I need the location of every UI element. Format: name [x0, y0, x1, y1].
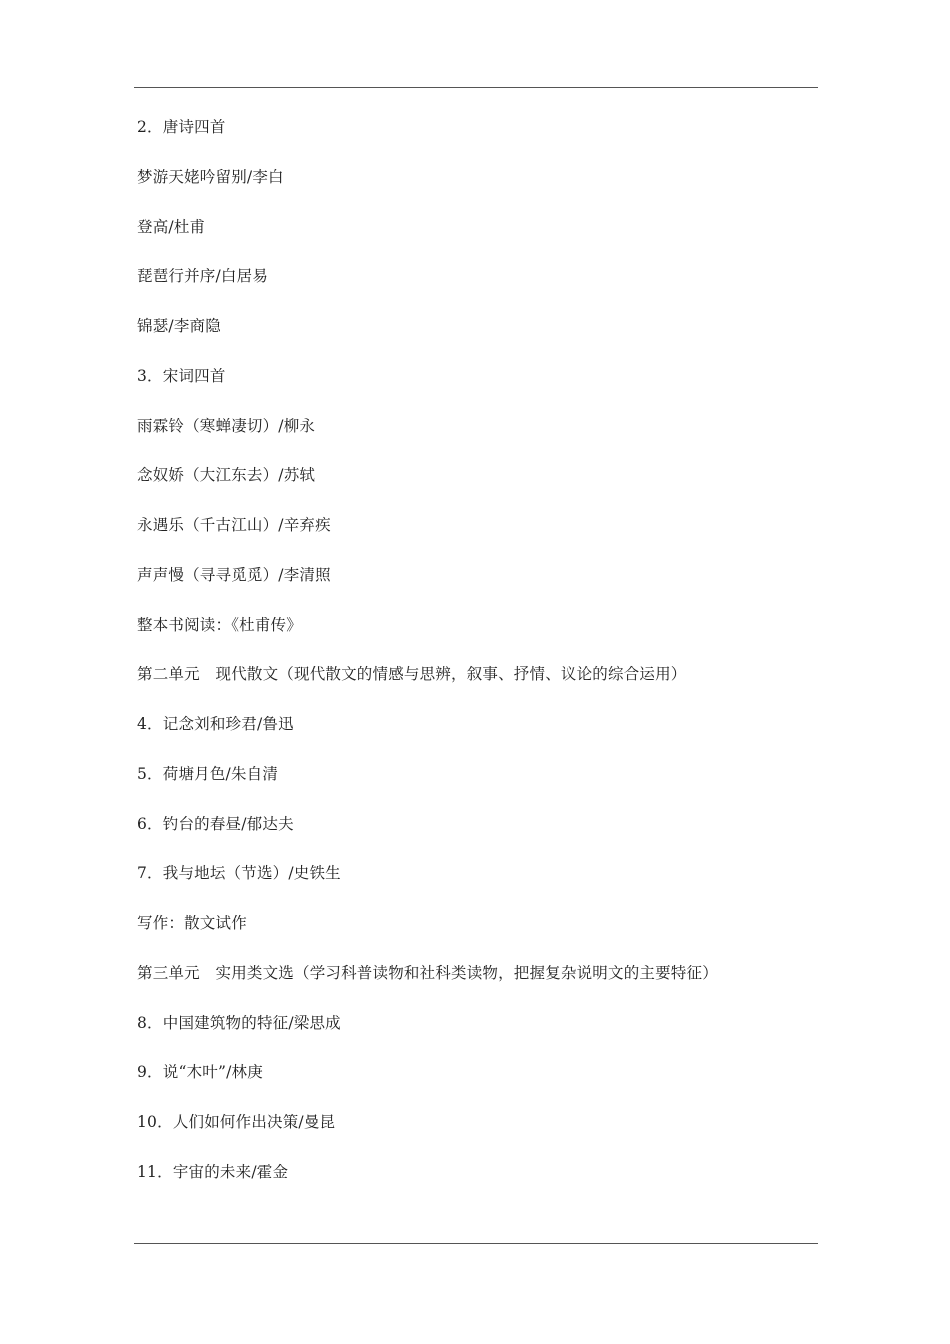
text-line: 2．唐诗四首: [137, 118, 226, 136]
text-line: 7．我与地坛（节选）/史铁生: [137, 864, 341, 883]
text-line: 琵琶行并序/白居易: [137, 267, 269, 286]
text-line: 念奴娇（大江东去）/苏轼: [137, 466, 316, 485]
footer-rule: [134, 1243, 818, 1244]
text-line: 11．宇宙的未来/霍金: [137, 1162, 289, 1181]
document-body: [137, 116, 817, 1211]
text-line: 4．记念刘和珍君/鲁迅: [137, 715, 294, 733]
text-line: 3．宋词四首: [137, 366, 226, 385]
text-line: 整本书阅读：《杜甫传》: [137, 615, 302, 634]
text-line: 8．中国建筑物的特征/梁思成: [137, 1013, 341, 1032]
text-line: 10．人们如何作出决策/曼昆: [137, 1113, 336, 1131]
header-rule: [134, 87, 818, 88]
text-line: 写作：散文试作: [137, 914, 247, 932]
text-line: 梦游天姥吟留别/李白: [137, 167, 284, 186]
text-line: 6．钓台的春昼/郁达夫: [137, 814, 294, 833]
text-line: 永遇乐（千古江山）/辛弃疾: [137, 516, 331, 534]
text-line: 登高/杜甫: [137, 217, 206, 236]
text-line: 雨霖铃（寒蝉凄切）/柳永: [137, 416, 316, 435]
unit-heading: 第三单元 实用类文选（学习科普读物和社科类读物，把握复杂说明文的主要特征）: [137, 963, 718, 982]
unit-heading: 第二单元 现代散文（现代散文的情感与思辨，叙事、抒情、议论的综合运用）: [137, 665, 687, 684]
text-line: 声声慢（寻寻觅觅）/李清照: [137, 565, 331, 584]
text-line: 锦瑟/李商隐: [137, 317, 221, 335]
text-line: 9．说“木叶”/林庚: [137, 1063, 263, 1082]
text-line: 5．荷塘月色/朱自清: [137, 764, 279, 783]
